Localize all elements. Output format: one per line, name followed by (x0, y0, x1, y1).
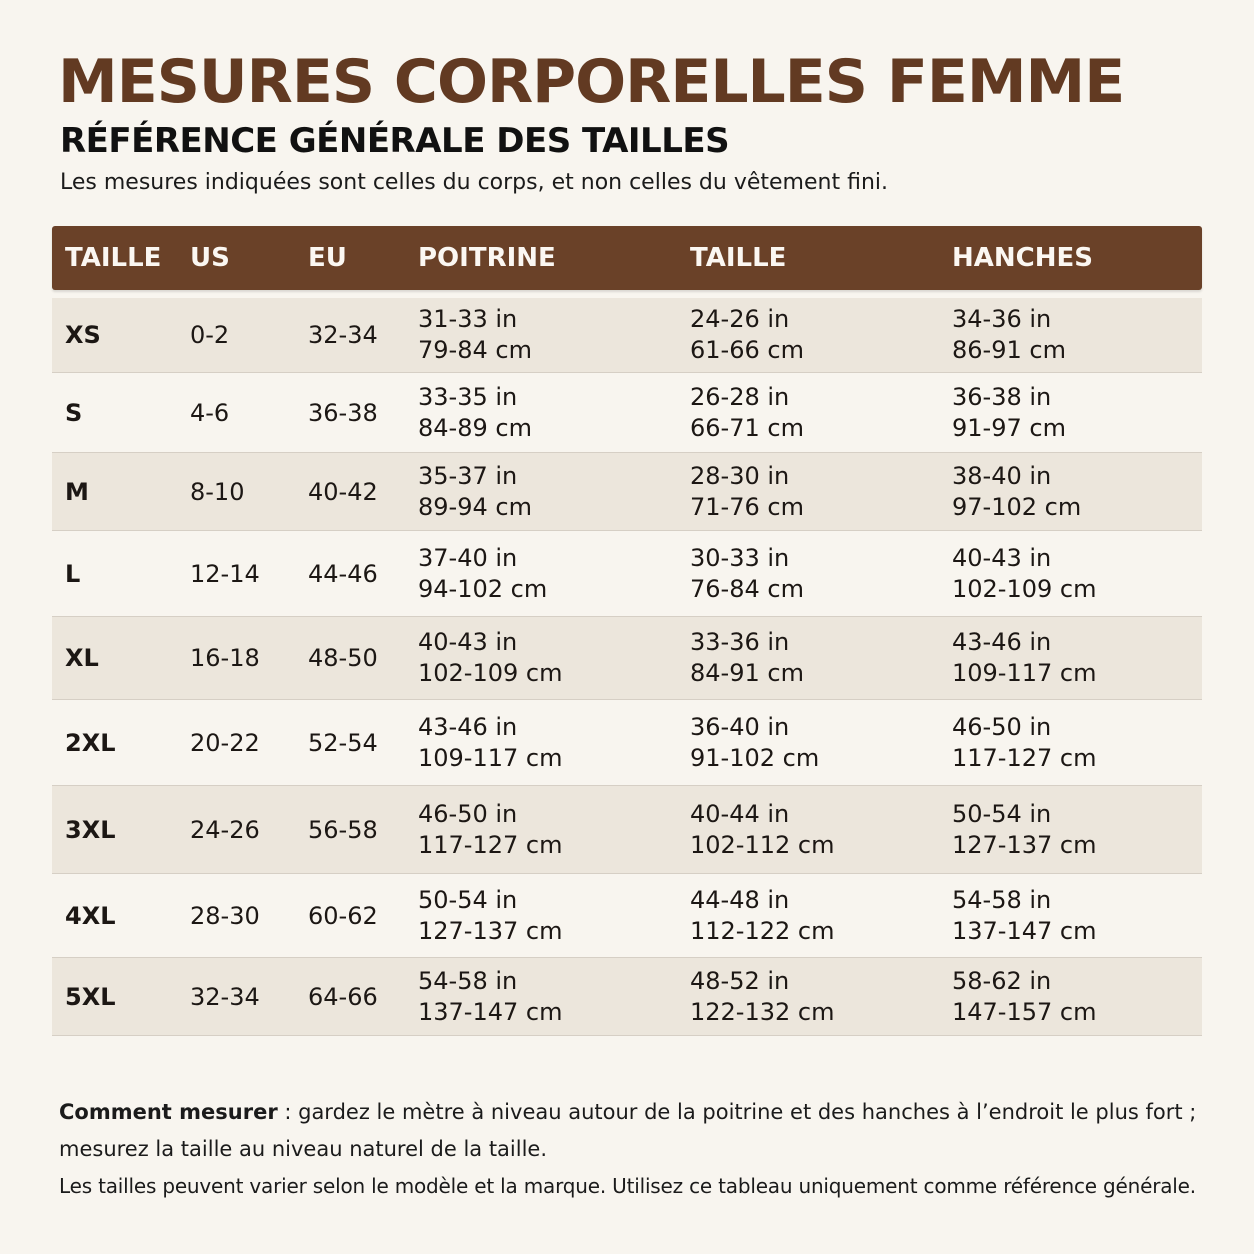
cell-hips-centimeters: 102-109 cm (952, 574, 1097, 603)
table-row (52, 531, 1202, 617)
cell-size: XS (65, 321, 101, 349)
cell-chest (418, 617, 562, 699)
cell-us: 20-22 (190, 728, 260, 757)
cell-hips-inches: 34-36 in (952, 305, 1052, 333)
header-size: TAILLE (65, 243, 162, 273)
cell-chest (418, 958, 562, 1035)
cell-waist-inches: 30-33 in (690, 543, 790, 572)
cell-waist-centimeters: 84-91 cm (690, 659, 804, 687)
cell-size: L (65, 559, 81, 588)
table-row (52, 786, 1202, 874)
cell-hips-inches: 54-58 in (952, 885, 1052, 914)
table-row (52, 453, 1202, 531)
cell-waist (690, 700, 819, 785)
size-chart-table (52, 226, 1202, 1036)
how-to-measure-text: : gardez le mètre à niveau autour de la poitrine et des hanches à l’endroit le plus fort ; (277, 1100, 1197, 1124)
cell-waist-inches: 40-44 in (690, 799, 790, 828)
cell-waist (690, 453, 804, 530)
cell-waist (690, 958, 834, 1035)
cell-hips-inches: 43-46 in (952, 628, 1052, 656)
cell-hips-inches: 40-43 in (952, 543, 1052, 572)
cell-hips-inches: 50-54 in (952, 799, 1052, 828)
cell-waist-inches: 26-28 in (690, 382, 790, 411)
cell-hips (952, 958, 1096, 1035)
cell-size: 4XL (65, 901, 116, 930)
cell-waist (690, 373, 804, 452)
cell-size: S (65, 398, 83, 427)
cell-hips-centimeters: 137-147 cm (952, 916, 1097, 945)
cell-eu: 56-58 (308, 815, 378, 844)
cell-chest-centimeters: 117-127 cm (418, 830, 563, 859)
cell-hips-inches: 46-50 in (952, 712, 1052, 741)
cell-waist-inches: 24-26 in (690, 305, 790, 333)
cell-hips-inches: 58-62 in (952, 966, 1052, 995)
cell-hips-centimeters: 147-157 cm (952, 997, 1097, 1026)
cell-waist-inches: 48-52 in (690, 966, 790, 995)
cell-us: 24-26 (190, 815, 260, 844)
header-hips: HANCHES (952, 243, 1093, 273)
cell-size: 5XL (65, 982, 116, 1011)
how-to-measure-text-2: mesurez la taille au niveau naturel de la taille. (59, 1137, 548, 1161)
header-us: US (190, 243, 230, 273)
cell-waist-centimeters: 76-84 cm (690, 574, 804, 603)
cell-hips (952, 700, 1096, 785)
cell-chest-inches: 37-40 in (418, 543, 518, 572)
cell-eu: 40-42 (308, 477, 378, 506)
table-row (52, 958, 1202, 1036)
cell-eu: 48-50 (308, 644, 378, 672)
cell-waist-inches: 33-36 in (690, 628, 790, 656)
cell-hips (952, 786, 1096, 873)
header-chest: POITRINE (418, 243, 556, 273)
cell-waist-centimeters: 122-132 cm (690, 997, 835, 1026)
cell-chest (418, 531, 547, 616)
cell-size: XL (65, 644, 99, 672)
disclaimer-text: Les tailles peuvent varier selon le modèle et la marque. Utilisez ce tableau uniquement comme référence générale. (59, 1174, 1196, 1198)
cell-waist-centimeters: 91-102 cm (690, 743, 820, 772)
cell-chest-centimeters: 94-102 cm (418, 574, 548, 603)
cell-waist-centimeters: 66-71 cm (690, 413, 804, 442)
cell-us: 8-10 (190, 477, 245, 506)
cell-hips-centimeters: 117-127 cm (952, 743, 1097, 772)
cell-chest-inches: 33-35 in (418, 382, 518, 411)
cell-chest (418, 298, 532, 372)
cell-chest (418, 453, 532, 530)
cell-chest-inches: 31-33 in (418, 305, 518, 333)
cell-chest-centimeters: 102-109 cm (418, 659, 563, 687)
table-body (52, 298, 1202, 1036)
cell-waist-centimeters: 61-66 cm (690, 336, 804, 364)
cell-chest (418, 700, 562, 785)
cell-waist-centimeters: 112-122 cm (690, 916, 835, 945)
cell-chest (418, 373, 532, 452)
cell-chest (418, 874, 562, 957)
cell-eu: 44-46 (308, 559, 378, 588)
table-row (52, 617, 1202, 700)
cell-us: 0-2 (190, 321, 230, 349)
intro-text: Les mesures indiquées sont celles du corps, et non celles du vêtement fini. (60, 170, 888, 195)
measuring-instructions (59, 1094, 1209, 1168)
table-row (52, 298, 1202, 373)
cell-chest-centimeters: 89-94 cm (418, 492, 532, 521)
how-to-measure-label: Comment mesurer (59, 1100, 278, 1124)
cell-eu: 36-38 (308, 398, 378, 427)
cell-hips (952, 531, 1096, 616)
header-waist: TAILLE (690, 243, 787, 273)
cell-hips-inches: 38-40 in (952, 461, 1052, 490)
cell-hips (952, 617, 1096, 699)
cell-waist (690, 617, 804, 699)
cell-waist-inches: 44-48 in (690, 885, 790, 914)
cell-hips (952, 298, 1066, 372)
cell-hips-centimeters: 109-117 cm (952, 659, 1097, 687)
table-row (52, 373, 1202, 453)
cell-eu: 60-62 (308, 901, 378, 930)
cell-hips (952, 874, 1096, 957)
cell-waist-centimeters: 102-112 cm (690, 830, 835, 859)
cell-us: 12-14 (190, 559, 260, 588)
cell-waist-inches: 36-40 in (690, 712, 790, 741)
cell-hips-inches: 36-38 in (952, 382, 1052, 411)
cell-chest-centimeters: 109-117 cm (418, 743, 563, 772)
cell-hips-centimeters: 97-102 cm (952, 492, 1082, 521)
cell-waist (690, 531, 804, 616)
cell-size: 2XL (65, 728, 116, 757)
table-header (52, 226, 1202, 290)
cell-chest-inches: 40-43 in (418, 628, 518, 656)
cell-hips-centimeters: 91-97 cm (952, 413, 1066, 442)
cell-hips (952, 453, 1081, 530)
cell-waist (690, 786, 834, 873)
cell-chest-centimeters: 137-147 cm (418, 997, 563, 1026)
cell-eu: 32-34 (308, 321, 378, 349)
table-row (52, 700, 1202, 786)
cell-us: 32-34 (190, 982, 260, 1011)
cell-chest-inches: 46-50 in (418, 799, 518, 828)
cell-chest (418, 786, 562, 873)
cell-hips (952, 373, 1066, 452)
cell-eu: 52-54 (308, 728, 378, 757)
page-title: MESURES CORPORELLES FEMME (58, 47, 1125, 117)
cell-us: 28-30 (190, 901, 260, 930)
cell-chest-inches: 54-58 in (418, 966, 518, 995)
cell-hips-centimeters: 127-137 cm (952, 830, 1097, 859)
cell-waist-centimeters: 71-76 cm (690, 492, 804, 521)
table-row (52, 874, 1202, 958)
cell-chest-centimeters: 127-137 cm (418, 916, 563, 945)
page-subtitle: RÉFÉRENCE GÉNÉRALE DES TAILLES (60, 121, 730, 161)
cell-chest-centimeters: 79-84 cm (418, 336, 532, 364)
cell-chest-inches: 43-46 in (418, 712, 518, 741)
cell-us: 4-6 (190, 398, 230, 427)
cell-chest-inches: 35-37 in (418, 461, 518, 490)
cell-waist (690, 874, 834, 957)
cell-waist-inches: 28-30 in (690, 461, 790, 490)
cell-eu: 64-66 (308, 982, 378, 1011)
cell-chest-centimeters: 84-89 cm (418, 413, 532, 442)
cell-size: 3XL (65, 815, 116, 844)
cell-size: M (65, 477, 89, 506)
cell-hips-centimeters: 86-91 cm (952, 336, 1066, 364)
cell-chest-inches: 50-54 in (418, 885, 518, 914)
cell-us: 16-18 (190, 644, 260, 672)
cell-waist (690, 298, 804, 372)
header-eu: EU (308, 243, 347, 273)
